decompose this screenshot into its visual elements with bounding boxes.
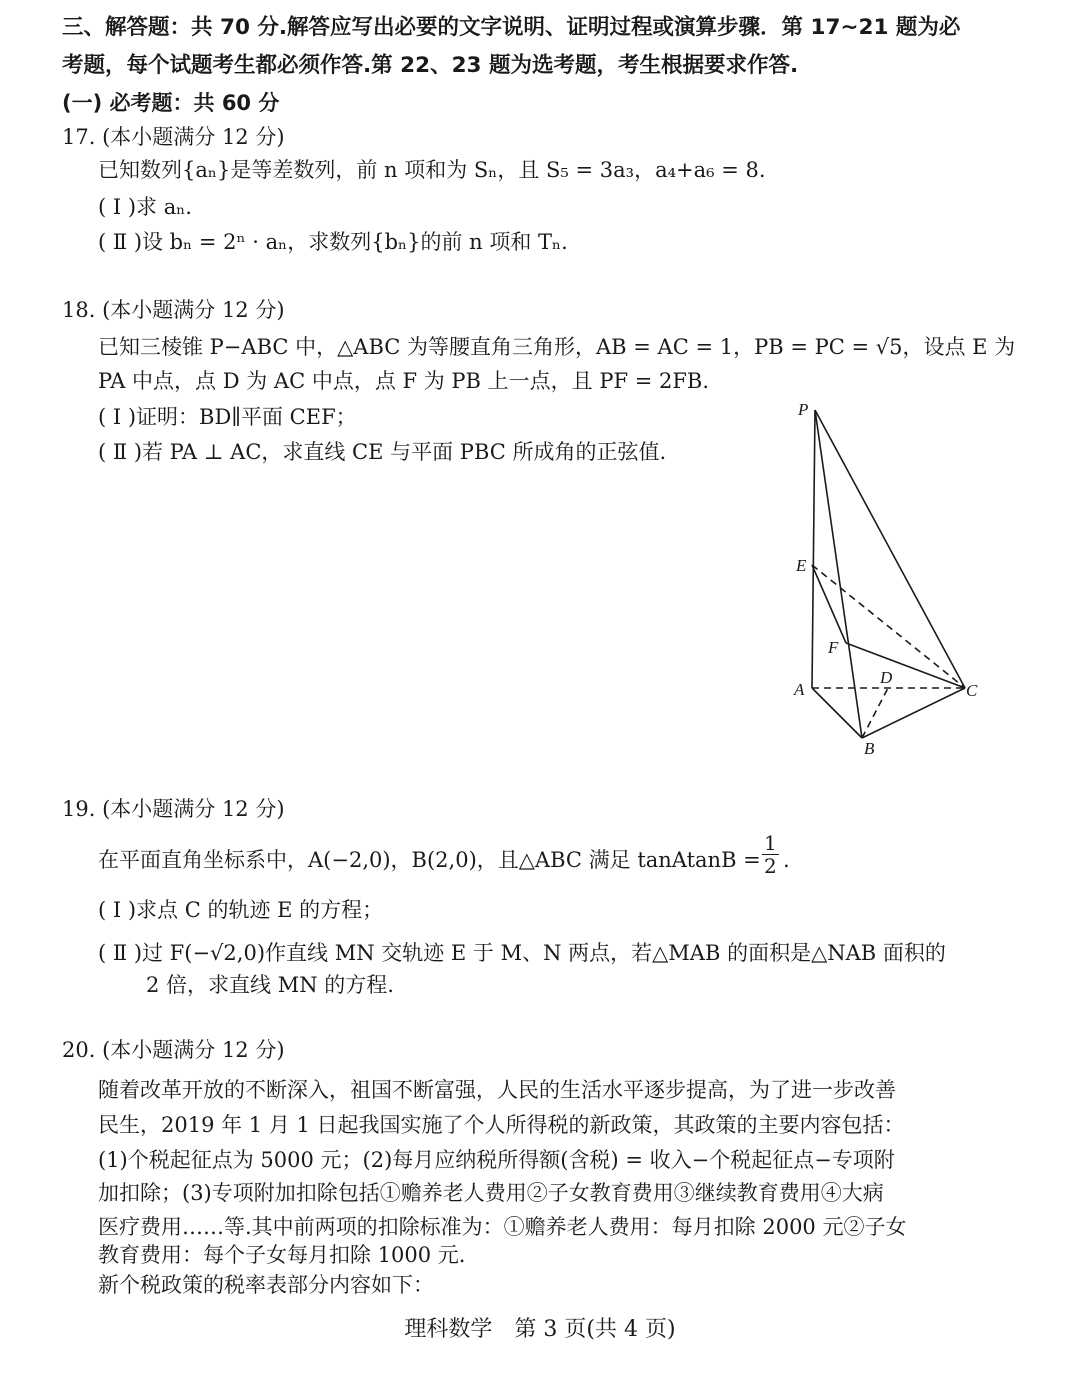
fraction-denominator: 2 xyxy=(764,854,777,878)
label-D: D xyxy=(880,668,893,687)
label-A: A xyxy=(794,680,805,699)
question-text-line: 医疗费用……等.其中前两项的扣除标准为：①赡养老人费用：每月扣除 2000 元②子女 xyxy=(98,1215,907,1239)
question-part-2-line2: 2 倍，求直线 MN 的方程. xyxy=(146,973,394,997)
edge-BC xyxy=(862,688,965,738)
question-part-1: ( Ⅰ )求 aₙ. xyxy=(98,195,192,219)
question-stem-line2: PA 中点，点 D 为 AC 中点，点 F 为 PB 上一点，且 PF = 2FB. xyxy=(98,369,710,393)
question-text-line: 民生，2019 年 1 月 1 日起我国实施了个人所得税的新政策，其政策的主要内容包括： xyxy=(98,1113,905,1137)
question-part-1: ( Ⅰ )求点 C 的轨迹 E 的方程； xyxy=(98,898,384,922)
question-part-2: ( Ⅱ )设 bₙ = 2ⁿ · aₙ，求数列{bₙ}的前 n 项和 Tₙ. xyxy=(98,230,568,254)
edge-PA xyxy=(812,410,815,688)
question-stem: 在平面直角坐标系中，A(−2,0)，B(2,0)，且△ABC 满足 tanAtanB = xyxy=(98,848,761,872)
fraction-numerator: 1 xyxy=(764,831,777,855)
question-part-1: ( Ⅰ )证明：BD∥平面 CEF； xyxy=(98,405,357,429)
question-text-line: 随着改革开放的不断深入，祖国不断富强，人民的生活水平逐步提高，为了进一步改善 xyxy=(98,1078,896,1102)
section-instructions-line2: 考题，每个试题考生都必须作答.第 22、23 题为选考题，考生根据要求作答. xyxy=(62,53,799,78)
question-part-2-line1: ( Ⅱ )过 F(−√2,0)作直线 MN 交轨迹 E 于 M、N 两点，若△MAB 的面积是△NAB 面积的 xyxy=(98,941,946,965)
question-header: 20. (本小题满分 12 分) xyxy=(62,1038,285,1062)
question-header: 19. (本小题满分 12 分) xyxy=(62,797,285,821)
subsection-title: (一) 必考题：共 60 分 xyxy=(62,91,280,115)
page-footer: 理科数学 第 3 页(共 4 页) xyxy=(404,1317,676,1342)
question-header: 17. (本小题满分 12 分) xyxy=(62,125,285,149)
question-header: 18. (本小题满分 12 分) xyxy=(62,298,285,322)
edge-BD-dashed xyxy=(862,688,888,738)
edge-AB xyxy=(812,688,862,738)
pyramid-figure xyxy=(780,395,1000,765)
question-text-line: 教育费用：每个子女每月扣除 1000 元. xyxy=(98,1243,466,1267)
label-P: P xyxy=(798,400,809,419)
question-text-line: (1)个税起征点为 5000 元；(2)每月应纳税所得额(含税) = 收入−个税起征点−专项附 xyxy=(98,1148,895,1172)
question-stem-end: . xyxy=(783,848,790,872)
label-F: F xyxy=(828,638,839,657)
section-instructions-line1: 三、解答题：共 70 分.解答应写出必要的文字说明、证明过程或演算步骤．第 17~21 题为必 xyxy=(62,15,961,40)
question-stem-line1: 已知三棱锥 P−ABC 中，△ABC 为等腰直角三角形，AB = AC = 1，PB = PC = √5，设点 E 为 xyxy=(98,335,1016,359)
edge-EF xyxy=(812,565,846,643)
fraction-one-half xyxy=(762,832,779,877)
edge-FC xyxy=(846,643,965,688)
question-text-line: 新个税政策的税率表部分内容如下： xyxy=(98,1273,434,1297)
question-part-2: ( Ⅱ )若 PA ⊥ AC，求直线 CE 与平面 PBC 所成角的正弦值. xyxy=(98,440,667,464)
question-stem: 已知数列{aₙ}是等差数列，前 n 项和为 Sₙ，且 S₅ = 3a₃，a₄+a₆ = 8. xyxy=(98,158,766,182)
label-C: C xyxy=(966,681,978,700)
question-text-line: 加扣除；(3)专项附加扣除包括①赡养老人费用②子女教育费用③继续教育费用④大病 xyxy=(98,1181,884,1205)
label-E: E xyxy=(796,556,807,575)
label-B: B xyxy=(864,739,875,758)
